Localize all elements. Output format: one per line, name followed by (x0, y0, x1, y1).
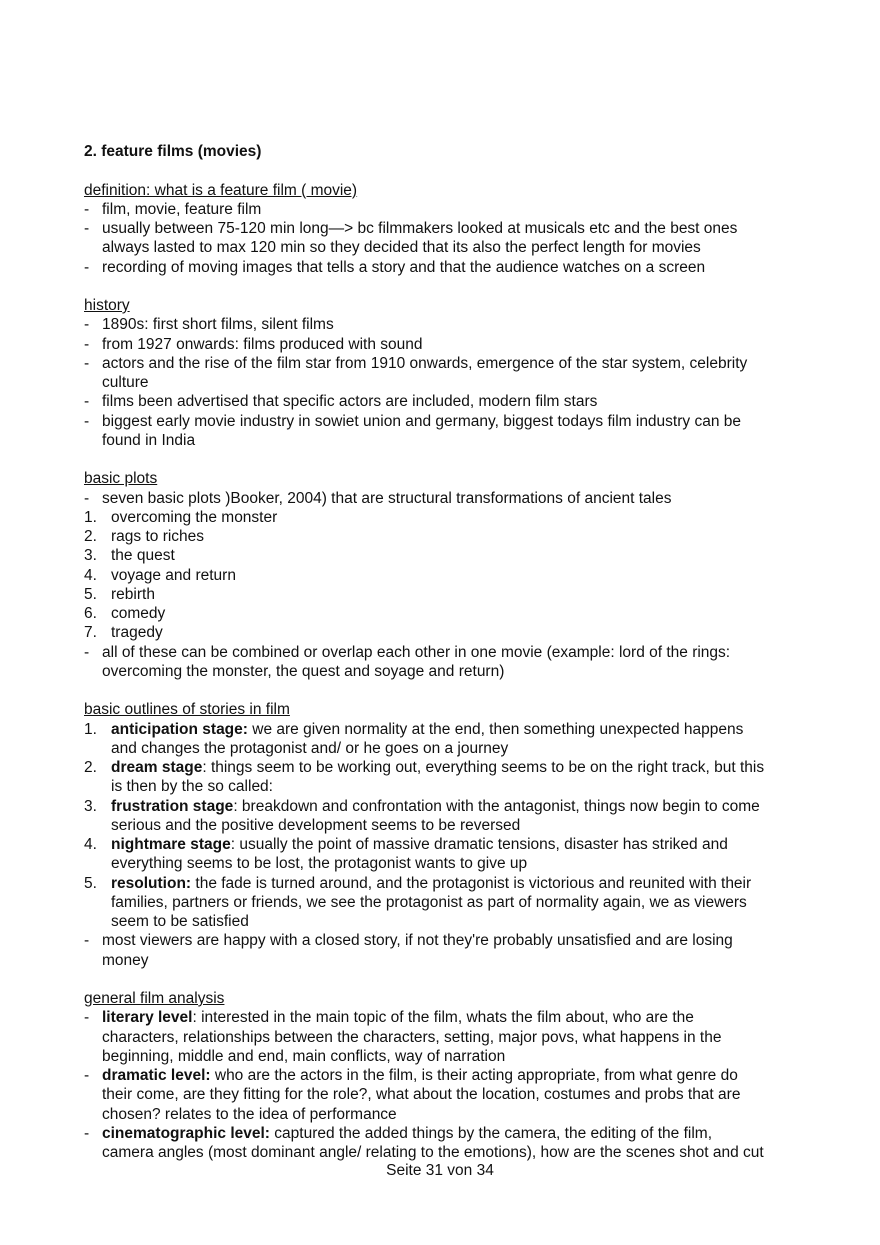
list-item-continuation (84, 1085, 804, 1104)
list-item-text (102, 662, 504, 681)
list-item-text (111, 893, 747, 912)
list-item (84, 354, 804, 373)
text-span: who are the actors in the film, is their acting appropriate, from what genre do (210, 1067, 738, 1084)
list-item-continuation (84, 893, 804, 912)
bold-term: literary level (102, 1009, 193, 1027)
blank-line (84, 450, 804, 469)
blank-line (84, 161, 804, 180)
list-item (84, 1066, 804, 1085)
list-item-text (111, 585, 155, 604)
list-item-text (102, 315, 334, 334)
text-span: : usually the point of massive dramatic tensions, disaster has striked and (230, 836, 728, 853)
list-item-continuation (84, 912, 804, 931)
list-marker: - (84, 354, 90, 372)
list-item (84, 546, 804, 565)
text-span: most viewers are happy with a closed story, if not they're probably unsatisfied and are losing (102, 932, 733, 950)
text-span: seem to be satisfied (111, 913, 249, 930)
list-item (84, 392, 804, 411)
section-heading: general film analysis (84, 990, 225, 1007)
list-item-continuation (84, 951, 804, 970)
list-marker: - (84, 1124, 90, 1142)
list-marker: - (84, 393, 90, 411)
list-item-text (111, 835, 728, 854)
list-item-text (102, 489, 672, 508)
text-span: their come, are they fitting for the role?, what about the location, costumes and probs that are (102, 1086, 741, 1104)
list-item-continuation (84, 816, 804, 835)
list-item-text (111, 508, 277, 527)
list-item-text (102, 1085, 740, 1104)
list-item (84, 797, 804, 816)
blank-line (84, 277, 804, 296)
text-span: always lasted to max 120 min so they decided that its also the perfect length for movies (102, 239, 701, 257)
list-item (84, 489, 804, 508)
list-item (84, 335, 804, 354)
text-span: everything seems to be lost, the protagonist wants to give up (111, 855, 528, 873)
list-marker: 3. (84, 547, 97, 565)
list-item (84, 931, 804, 950)
list-item-text (102, 373, 149, 392)
text-span: captured the added things by the camera, the editing of the film, (269, 1124, 713, 1142)
list-item-text (102, 258, 705, 277)
text-span: seven basic plots )Booker, 2004) that are structural transformations of ancient tales (102, 489, 672, 507)
list-marker: 3. (84, 797, 97, 815)
bold-term: anticipation stage: (111, 720, 248, 738)
text-span: 1890s: first short films, silent films (102, 316, 334, 334)
text-span: rebirth (111, 585, 155, 603)
list-item (84, 720, 804, 739)
text-span: all of these can be combined or overlap each other in one movie (example: lord of the rings: (102, 643, 731, 661)
text-span: : breakdown and confrontation with the antagonist, things now begin to come (233, 797, 760, 815)
list-item-text (102, 238, 701, 257)
list-item-text (111, 758, 764, 777)
list-marker: - (84, 412, 90, 430)
list-marker: - (84, 200, 90, 218)
list-item-text (111, 912, 249, 931)
text-span: we are given normality at the end, then something unexpected happens (247, 720, 744, 738)
list-item-continuation (84, 1028, 804, 1047)
list-item-text (102, 200, 261, 219)
text-span: chosen? relates to the idea of performance (102, 1105, 397, 1123)
list-item-continuation (84, 1047, 804, 1066)
list-item-continuation (84, 739, 804, 758)
list-item-text (102, 392, 597, 411)
section-heading: definition: what is a feature film ( movie) (84, 181, 358, 199)
text-span: culture (102, 374, 149, 391)
list-marker: 5. (84, 585, 97, 603)
list-item (84, 623, 804, 642)
list-item (84, 643, 804, 662)
list-item (84, 874, 804, 893)
list-item (84, 604, 804, 623)
list-item (84, 585, 804, 604)
text-span: comedy (111, 605, 166, 622)
list-item-text (102, 412, 741, 431)
text-span: actors and the rise of the film star from 1910 onwards, emergence of the star system, celebrity (102, 354, 748, 372)
list-item-text (111, 527, 204, 546)
section-heading: basic plots (84, 470, 158, 488)
list-marker: - (84, 220, 90, 237)
list-item-continuation (84, 1143, 804, 1162)
text-span: families, partners or friends, we see the protagonist as part of normality again, we as viewers (111, 893, 747, 911)
text-span: beginning, middle and end, main conflicts, way of narration (102, 1047, 506, 1065)
document-body (84, 142, 804, 1162)
text-span: from 1927 onwards: films produced with sound (102, 335, 423, 353)
list-item-text (111, 777, 273, 796)
text-span: camera angles (most dominant angle/ relating to the emotions), how are the scenes shot and cut (102, 1144, 764, 1161)
list-marker: - (84, 316, 90, 334)
text-span: tragedy (111, 624, 163, 642)
list-marker: 7. (84, 624, 97, 642)
text-span: characters, relationships between the characters, setting, major povs, what happens in the (102, 1028, 722, 1046)
list-marker: - (84, 643, 90, 661)
text-span: money (102, 951, 149, 969)
list-marker: 2. (84, 528, 97, 545)
list-item-text (102, 431, 195, 450)
blank-line (84, 681, 804, 700)
text-span: : things seem to be working out, everything seems to be on the right track, but this (202, 759, 765, 776)
list-item-text (102, 1028, 721, 1047)
list-item (84, 566, 804, 585)
list-item-continuation (84, 373, 804, 392)
text-span: film, movie, feature film (102, 200, 262, 218)
bold-term: cinematographic level: (102, 1124, 270, 1142)
list-marker: - (84, 335, 90, 353)
list-item-text (111, 546, 175, 565)
list-marker: 4. (84, 566, 97, 584)
text-span: usually between 75-120 min long—> bc filmmakers looked at musicals etc and the best ones (102, 220, 738, 237)
list-item (84, 200, 804, 219)
list-item-continuation (84, 662, 804, 681)
list-marker: 1. (84, 508, 97, 526)
text-span: biggest early movie industry in sowiet union and germany, biggest todays film industry can be (102, 412, 741, 430)
list-item-text (102, 643, 730, 662)
text-span: found in India (102, 431, 196, 449)
list-item-text (102, 1066, 738, 1085)
text-span: serious and the positive development seems to be reversed (111, 816, 521, 834)
list-item-text (102, 219, 737, 238)
list-item-text (111, 874, 751, 893)
list-item-text (111, 720, 743, 739)
list-item-text (102, 951, 149, 970)
list-item-continuation (84, 431, 804, 450)
list-item-text (111, 739, 508, 758)
text-span: the quest (111, 547, 175, 565)
list-item-text (111, 797, 760, 816)
list-item-text (102, 1105, 397, 1124)
list-item (84, 508, 804, 527)
list-item (84, 835, 804, 854)
list-marker: 2. (84, 759, 97, 776)
list-item-text (111, 623, 163, 642)
list-item-text (102, 1008, 694, 1027)
list-item-text (102, 335, 423, 354)
text-span: is then by the so called: (111, 778, 273, 796)
text-span: rags to riches (111, 528, 205, 545)
list-item-continuation (84, 854, 804, 873)
bold-term: resolution: (111, 874, 192, 892)
text-span: overcoming the monster (111, 508, 278, 526)
bold-term: dream stage (111, 759, 203, 776)
bold-term: frustration stage (111, 797, 234, 815)
list-item-continuation (84, 1105, 804, 1124)
page-number: Seite 31 von 34 (386, 1162, 494, 1179)
text-span: and changes the protagonist and/ or he goes on a journey (111, 739, 509, 757)
text-span: recording of moving images that tells a story and that the audience watches on a screen (102, 258, 706, 276)
list-item-text (111, 854, 527, 873)
bold-term: dramatic level: (102, 1067, 211, 1084)
list-item-text (111, 816, 520, 835)
list-item (84, 1008, 804, 1027)
text-span: the fade is turned around, and the protagonist is victorious and reunited with their (191, 874, 752, 892)
list-item-text (102, 1124, 712, 1143)
list-item-text (102, 1143, 764, 1162)
list-marker: - (84, 932, 90, 950)
list-marker: - (84, 258, 90, 276)
list-item-text (102, 1047, 505, 1066)
list-item-continuation (84, 238, 804, 257)
list-item (84, 412, 804, 431)
list-marker: 1. (84, 720, 97, 738)
blank-line (84, 970, 804, 989)
section-heading: history (84, 297, 130, 314)
list-marker: - (84, 1067, 90, 1084)
bold-term: nightmare stage (111, 836, 231, 853)
page-title: 2. feature films (movies) (84, 143, 262, 160)
text-span: voyage and return (111, 566, 236, 584)
list-item-text (102, 931, 733, 950)
list-item (84, 219, 804, 238)
list-item (84, 527, 804, 546)
list-item (84, 1124, 804, 1143)
text-span: : interested in the main topic of the film, whats the film about, who are the (192, 1009, 694, 1027)
list-item (84, 315, 804, 334)
list-marker: 5. (84, 874, 97, 892)
list-item (84, 258, 804, 277)
list-marker: 6. (84, 605, 97, 622)
list-marker: - (84, 1009, 90, 1027)
list-item-continuation (84, 777, 804, 796)
section-heading: basic outlines of stories in film (84, 701, 290, 719)
list-item-text (111, 604, 165, 623)
text-span: films been advertised that specific actors are included, modern film stars (102, 393, 598, 411)
list-item (84, 758, 804, 777)
list-marker: 4. (84, 836, 97, 853)
list-item-text (102, 354, 747, 373)
list-marker: - (84, 489, 90, 507)
text-span: overcoming the monster, the quest and soyage and return) (102, 662, 505, 680)
list-item-text (111, 566, 236, 585)
